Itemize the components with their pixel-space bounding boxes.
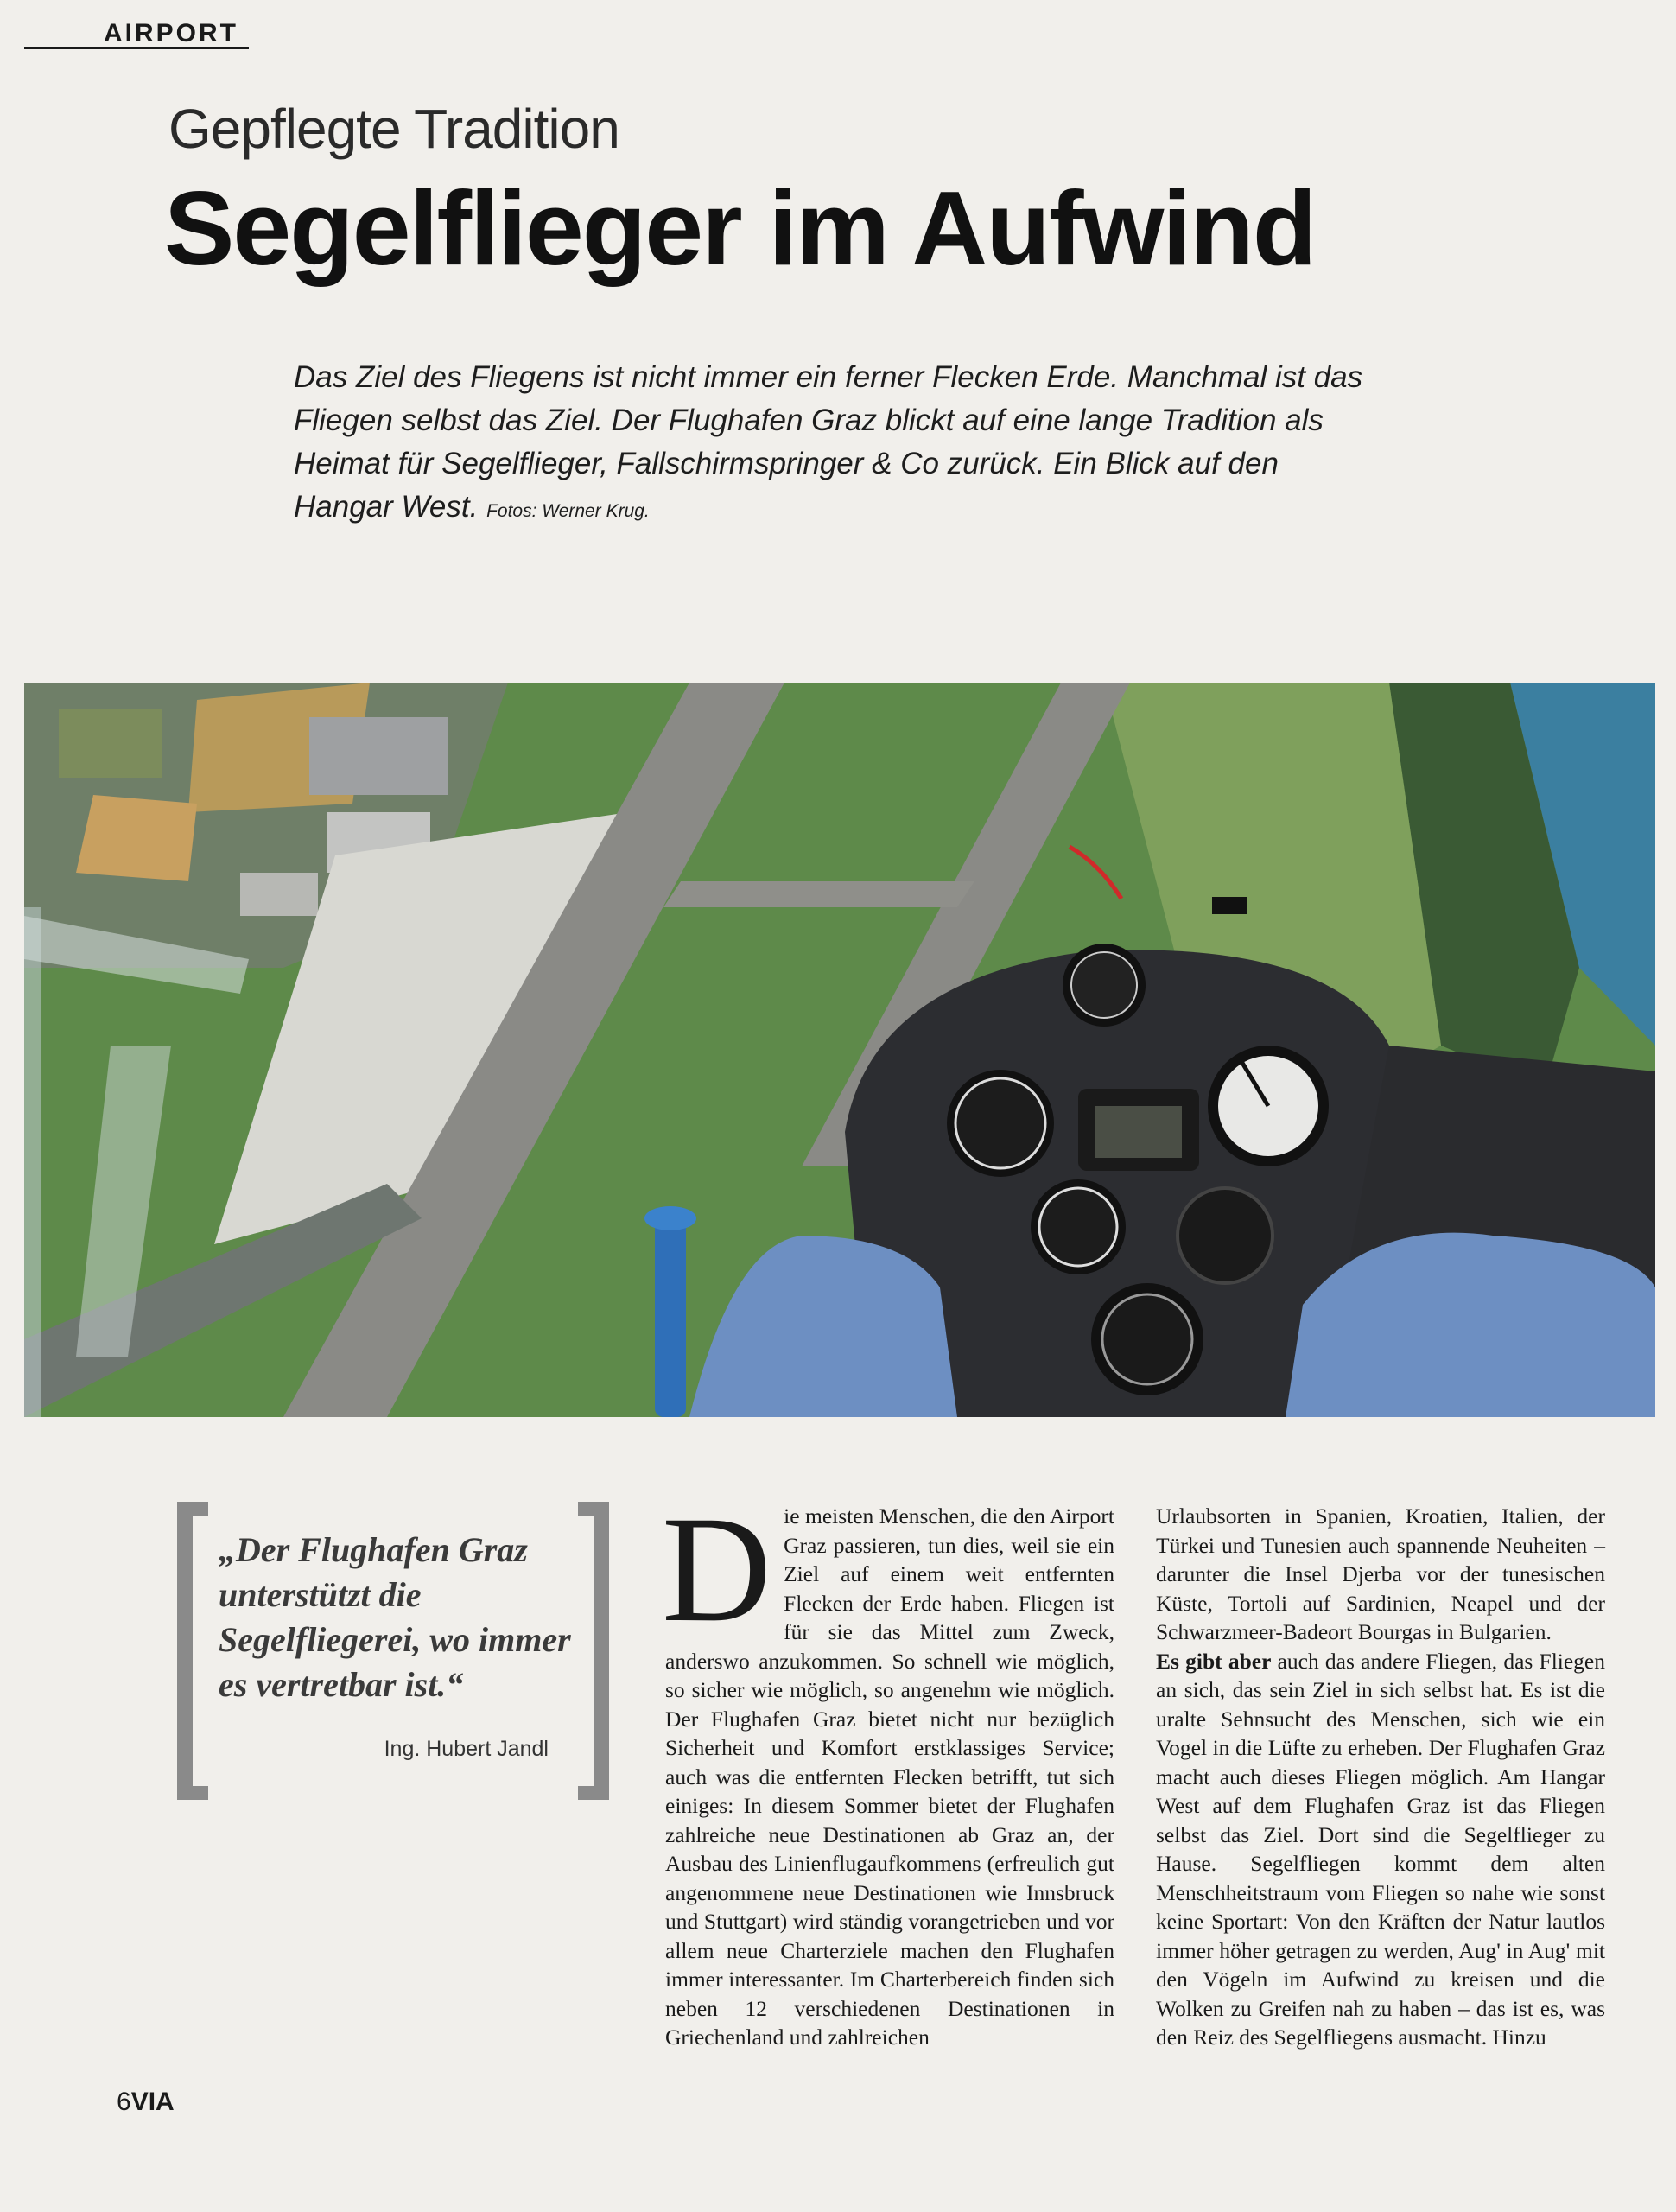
- page-number: 6: [117, 2088, 131, 2116]
- folio: [117, 2088, 175, 2117]
- body-paragraph-1: Urlaubsorten in Spanien, Kroatien, Italien, der Türkei und Tunesien auch spannende Neuheiten – darunter die Insel Djerba vor der tunesischen Küste, Tortoli auf Sardinien, Neapel und der Schwarzmeer-Badeort Bourgas in Bulgarien.: [1156, 1503, 1605, 1644]
- body-text-middle: ie meisten Menschen, die den Airport Graz passieren, tun dies, weil sie ein Ziel auf einem weit entfernten Flecken der Erde haben. Fliegen ist für sie das Mittel zum Zweck, anderswo anzukommen. So schnell wie möglich, so sicher wie möglich, so angenehm wie möglich. Der Flughafen Graz bietet nicht nur bezüglich Sicherheit und Komfort erstklassiges Service; auch was die entfernten Flecken betrifft, tut sich einiges: In diesem Sommer bietet der Flughafen zahlreiche neue Destinationen ab Graz an, der Ausbau des Linienflugaufkommens (erfreulich gut angenommene neue Destinationen wie Innsbruck und Stuttgart) wird ständig vorangetrieben und vor allem neue Charterziele machen den Flughafen immer interessanter. Im Charterbereich finden sich neben 12 verschiedenen Destinationen in Griechenland und zahlreichen: [665, 1503, 1114, 2050]
- photo-credit: Fotos: Werner Krug.: [486, 501, 650, 521]
- pull-quote-author: Ing. Hubert Jandl: [384, 1737, 549, 1761]
- paragraph-2-text: auch das andere Fliegen, das Fliegen an sich, das sein Ziel in sich selbst hat. Es ist die uralte Sehnsucht des Menschen, sich wie ein Vogel in die Lüfte zu erheben. Der Flughafen Graz macht auch dieses Fliegen möglich. Am Hangar West auf dem Flughafen Graz ist das Fliegen selbst das Ziel. Dort sind die Segelflieger zu Hause. Segelfliegen kommt dem alten Menschheitstraum vom Fliegen so nahe wie sonst keine Sportart: Von den Kräften der Natur lautlos immer höher getragen zu werden, Aug' in Aug' mit den Vögeln im Aufwind zu kreisen und die Wolken zu Greifen nah zu haben – das ist es, was den Reiz des Segelfliegens ausmacht. Hinzu: [1156, 1648, 1605, 2050]
- magazine-name: VIA: [130, 2088, 175, 2116]
- intro-text: Das Ziel des Fliegens ist nicht immer ein ferner Flecken Erde. Manchmal ist das Fliegen selbst das Ziel. Der Flughafen Graz blickt auf eine lange Tradition als Heimat für Segelflieger, Fallschirmspringer & Co zurück. Ein Blick auf den Hangar West.: [294, 360, 1363, 524]
- article-headline: Segelflieger im Aufwind: [164, 169, 1316, 287]
- pull-quote-box: [177, 1502, 609, 1800]
- hero-photo: [24, 683, 1655, 1417]
- article-intro: [294, 356, 1365, 533]
- body-column-middle: [662, 1485, 1114, 2052]
- section-label: AIRPORT: [104, 19, 238, 48]
- pull-quote-text: „Der Flughafen Graz unterstützt die Segelfliegerei, wo immer es vertretbar ist.“: [219, 1530, 571, 1704]
- body-paragraph-2: [1156, 1647, 1605, 2052]
- left-bracket: [177, 1502, 208, 1800]
- paragraph-lead-in: Es gibt aber: [1156, 1648, 1272, 1674]
- glider-cockpit-photo: [24, 683, 1655, 1417]
- body-column-right: [1156, 1502, 1605, 2052]
- article-kicker: Gepflegte Tradition: [168, 98, 619, 160]
- right-bracket: [578, 1502, 609, 1800]
- drop-cap: D: [662, 1485, 772, 1654]
